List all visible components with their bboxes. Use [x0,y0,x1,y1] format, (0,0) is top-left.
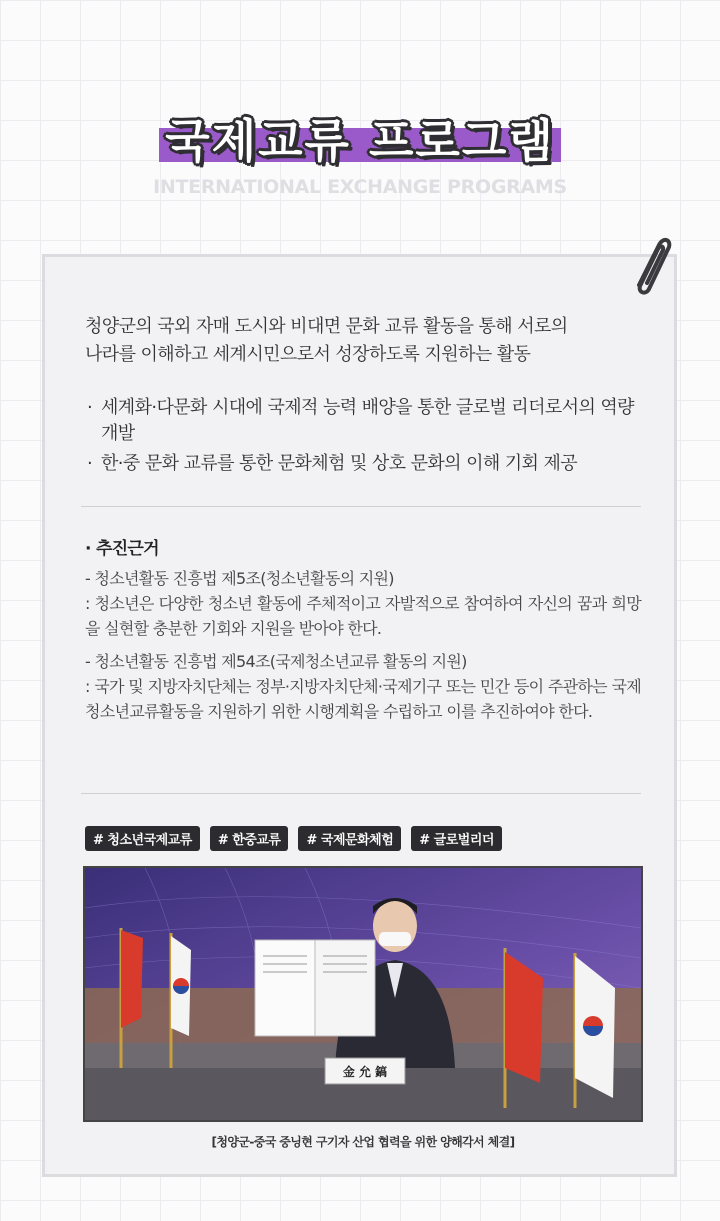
goal-item: · 한·중 문화 교류를 통한 문화체험 및 상호 문화의 이해 기회 제공 [85,451,645,477]
event-photo [83,866,643,1122]
title-wrap [165,108,555,174]
divider [81,793,641,794]
paperclip-icon [625,231,675,297]
hashtag[interactable]: # 글로벌리더 [411,826,502,851]
goal-list [85,395,645,481]
program-card [42,254,677,1177]
hashtag[interactable]: # 한중교류 [210,826,289,851]
page-title: 국제교류 프로그램 [165,114,555,168]
nameplate-text: 金 允 鎬 [342,1065,388,1079]
basis-desc-1: : 청소년은 다양한 청소년 활동에 주체적이고 자발적으로 참여하여 자신의 꿈과 희망을 실현할 충분한 기회와 지원을 받아야 한다. [85,594,641,638]
hashtag[interactable]: # 청소년국제교류 [85,826,200,851]
legal-basis [85,537,641,732]
goal-item: · 세계화·다문화 시대에 국제적 능력 배양을 통한 글로벌 리더로서의 역량 개발 [85,395,645,447]
divider [81,506,641,507]
intro-line-1: 청양군의 국외 자매 도시와 비대면 문화 교류 활동을 통해 서로의 [85,316,568,337]
page-header [0,108,720,198]
basis-title: · 추진근거 [85,539,159,559]
intro-text [85,313,645,369]
basis-desc-2: : 국가 및 지방자치단체는 정부·지방자치단체·국제기구 또는 민간 등이 주관하는 국제청소년교류활동을 지원하기 위한 시행계획을 수립하고 이를 추진하여야 한다. [85,677,641,721]
photo-illustration [85,868,641,1120]
basis-law-1: - 청소년활동 진흥법 제5조(청소년활동의 지원) [85,569,394,588]
photo-caption: [청양군-중국 중닝현 구기자 산업 협력을 위한 양해각서 체결] [211,1135,515,1149]
page-subtitle: INTERNATIONAL EXCHANGE PROGRAMS [153,176,567,198]
basis-law-2: - 청소년활동 진흥법 제54조(국제청소년교류 활동의 지원) [85,652,467,671]
hashtag[interactable]: # 국제문화체험 [298,826,401,851]
intro-line-2: 나라를 이해하고 세계시민으로서 성장하도록 지원하는 활동 [85,344,531,365]
hashtag-list [85,826,502,851]
